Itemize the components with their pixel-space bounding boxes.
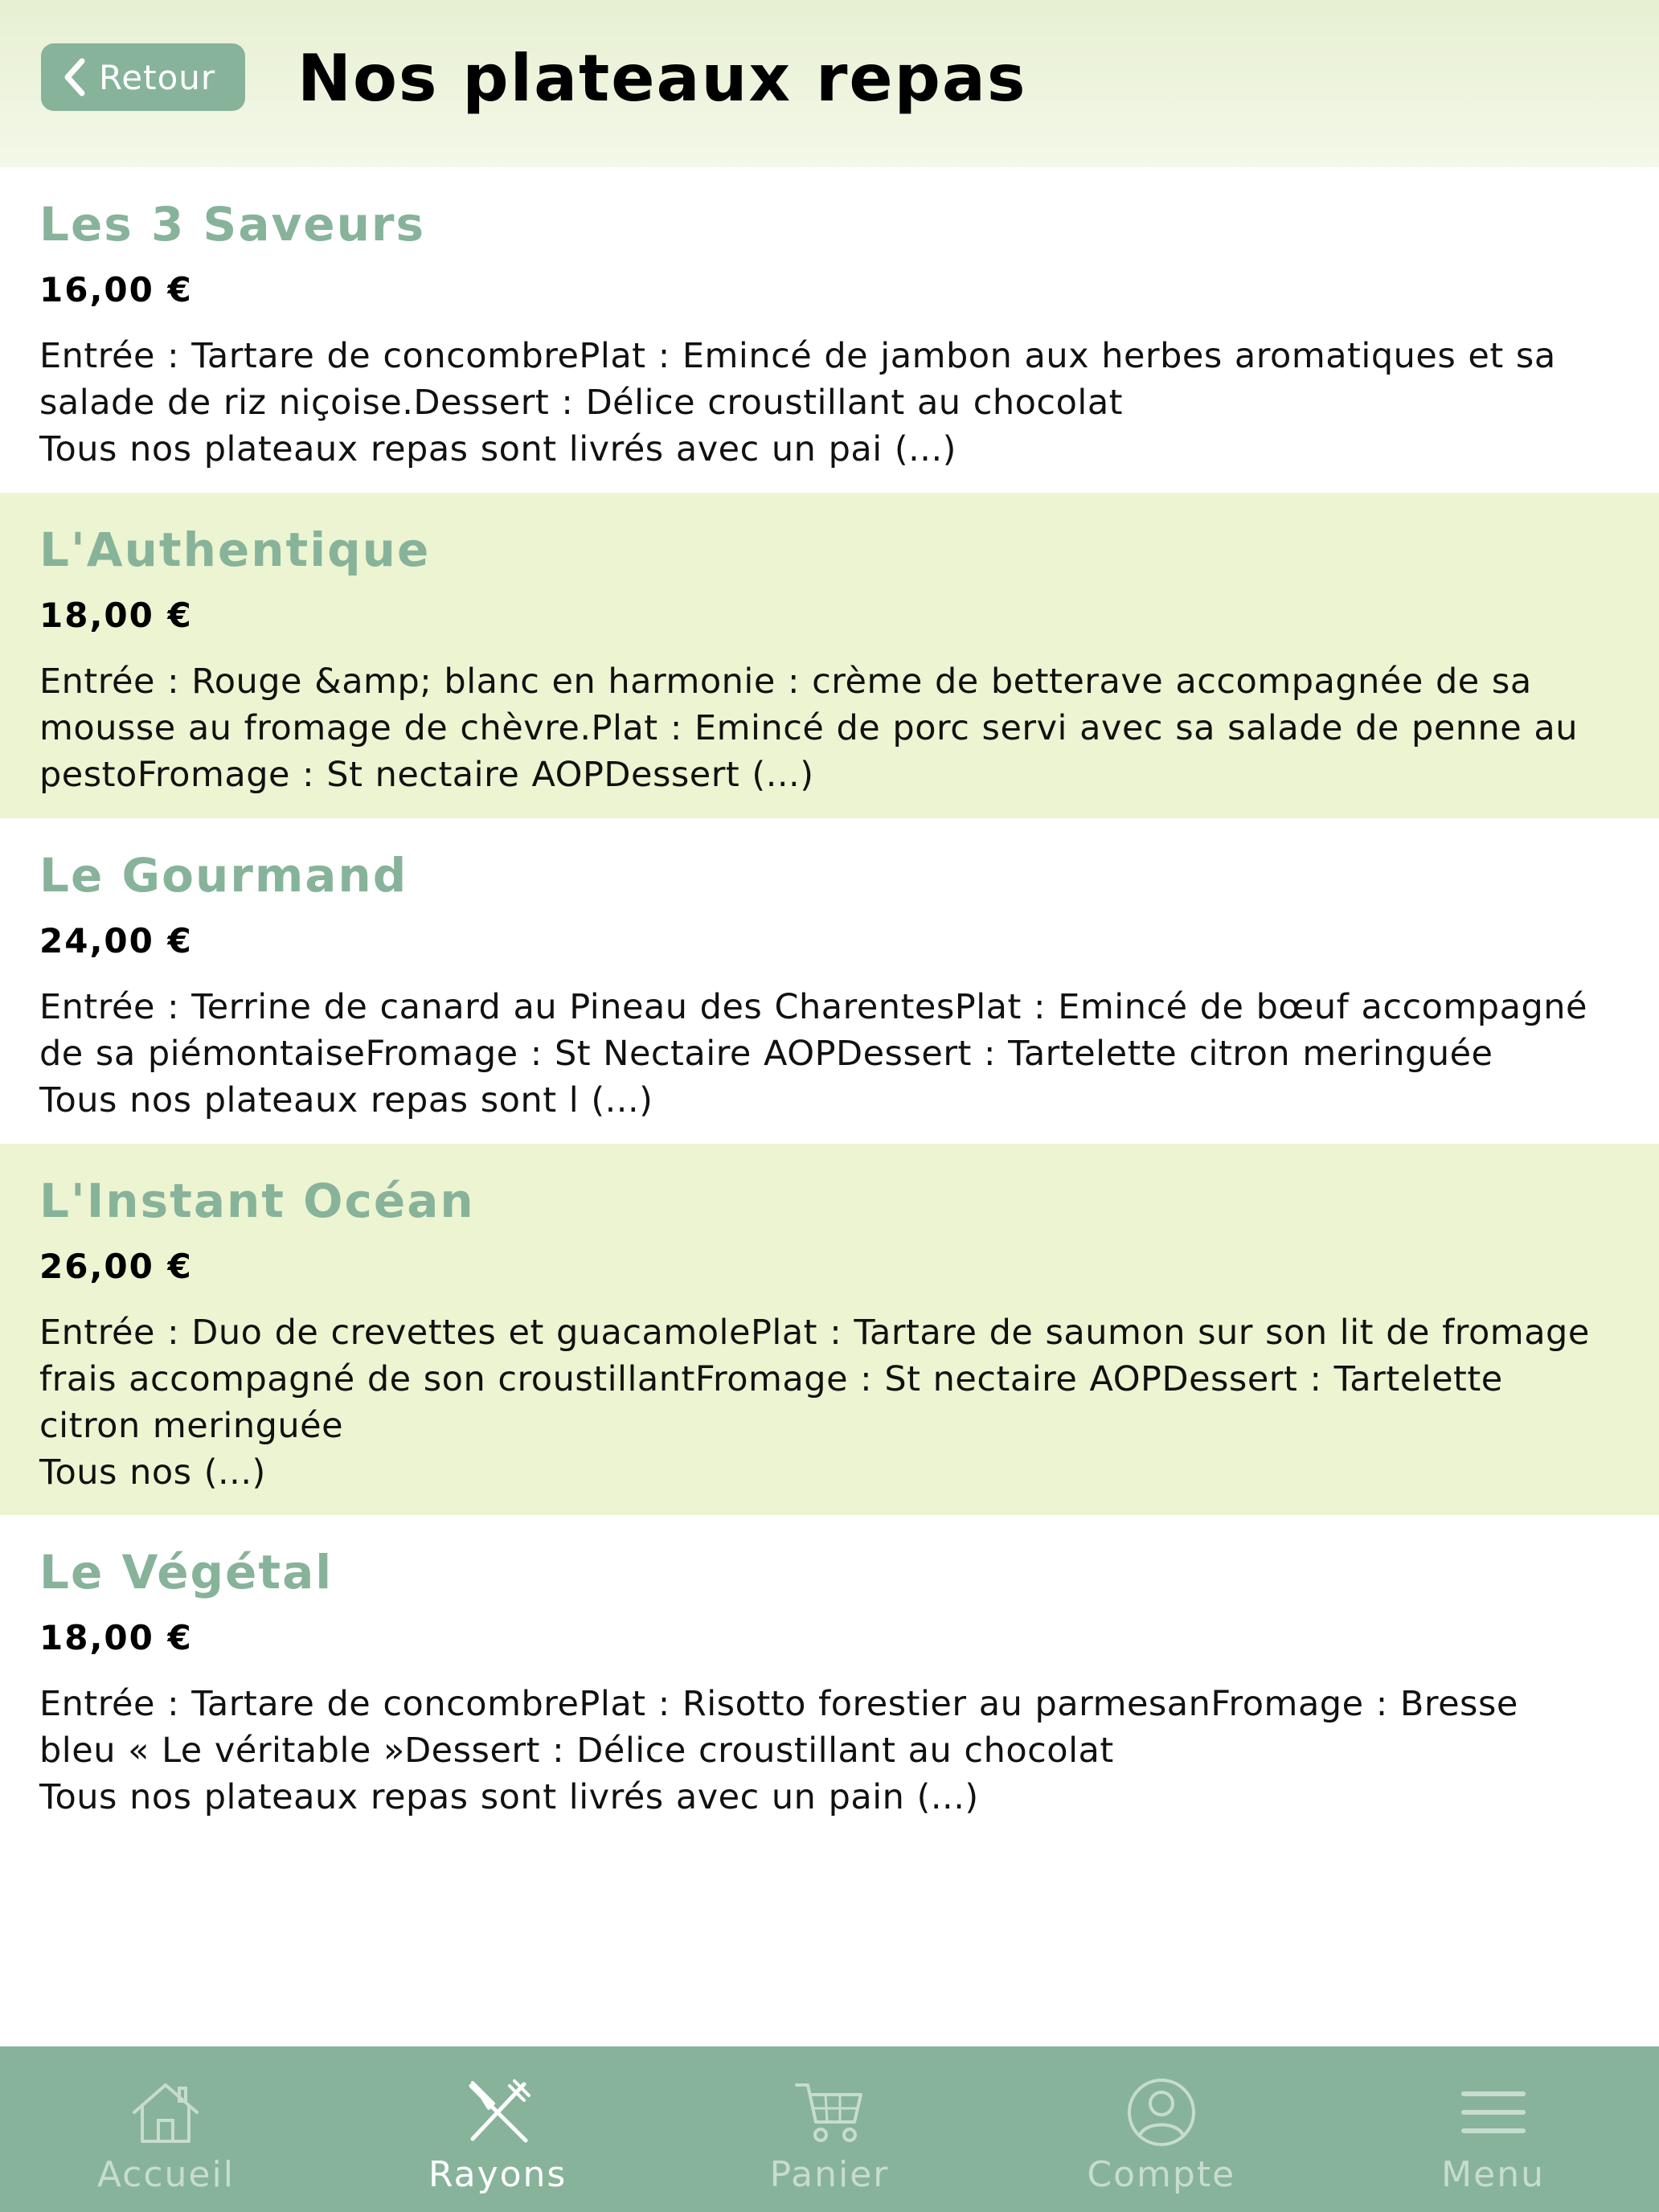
list-item-l-instant-ocean[interactable] [0,1144,1659,1515]
product-name[interactable]: Le Végétal [39,1545,334,1600]
product-price: 18,00 € [39,596,193,635]
tab-panier[interactable] [664,2046,996,2212]
page-title: Nos plateaux repas [297,41,1027,116]
tab-accueil[interactable] [0,2046,332,2212]
tab-menu[interactable] [1327,2046,1659,2212]
product-description: Entrée : Rouge &amp; blanc en harmonie : crème de betterave accompagnée de sa mousse au fromage de chèvre.Plat : Emincé de porc servi avec sa salade de penne au pestoFromage : St nectaire AOPDessert (...) [39,662,1579,795]
product-price: 26,00 € [39,1247,193,1286]
tab-label: Accueil [96,2154,235,2195]
tab-compte[interactable] [995,2046,1327,2212]
bottom-tab-bar [0,2046,1659,2212]
product-list [0,167,1659,1841]
product-name[interactable]: L'Instant Océan [39,1174,475,1228]
cart-icon [791,2075,868,2149]
product-description: Entrée : Tartare de concombrePlat : Emincé de jambon aux herbes aromatiques et sa salade de riz niçoise.Dessert : Délice croustillant au chocolat Tous nos plateaux repas sont livrés avec un pai (...) [39,336,1556,469]
list-item-le-vegetal[interactable] [0,1515,1659,1841]
tab-label: Rayons [428,2154,567,2195]
back-button-label: Retour [99,57,216,97]
account-icon [1123,2075,1200,2149]
product-description: Entrée : Terrine de canard au Pineau des CharentesPlat : Emincé de bœuf accompagné de sa piémontaiseFromage : St Nectaire AOPDessert : Tartelette citron meringuée Tous nos plateaux repas sont l (...) [39,987,1587,1120]
chevron-left-icon [60,57,89,97]
list-item-les-3-saveurs[interactable] [0,167,1659,493]
home-icon [127,2075,204,2149]
list-item-l-authentique[interactable] [0,493,1659,818]
product-price: 18,00 € [39,1618,193,1657]
fork-knife-icon [459,2075,536,2149]
hamburger-icon [1455,2075,1532,2149]
tab-label: Compte [1087,2154,1236,2195]
header [0,0,1659,167]
product-price: 24,00 € [39,921,193,961]
tab-label: Panier [769,2154,890,2195]
list-item-le-gourmand[interactable] [0,818,1659,1144]
back-button[interactable] [41,43,245,111]
product-description: Entrée : Tartare de concombrePlat : Risotto forestier au parmesanFromage : Bresse bleu « Le véritable »Dessert : Délice croustillant au chocolat Tous nos plateaux repas sont livrés avec un pain (...) [39,1684,1518,1817]
product-name[interactable]: Le Gourmand [39,848,408,903]
tab-label: Menu [1441,2154,1545,2195]
product-name[interactable]: Les 3 Saveurs [39,197,426,252]
product-description: Entrée : Duo de crevettes et guacamolePlat : Tartare de saumon sur son lit de fromage frais accompagné de son croustillantFromage : St nectaire AOPDessert : Tartelette citron meringuée Tous nos (...) [39,1313,1590,1493]
tab-rayons[interactable] [332,2046,664,2212]
product-price: 16,00 € [39,270,193,309]
product-name[interactable]: L'Authentique [39,522,431,577]
